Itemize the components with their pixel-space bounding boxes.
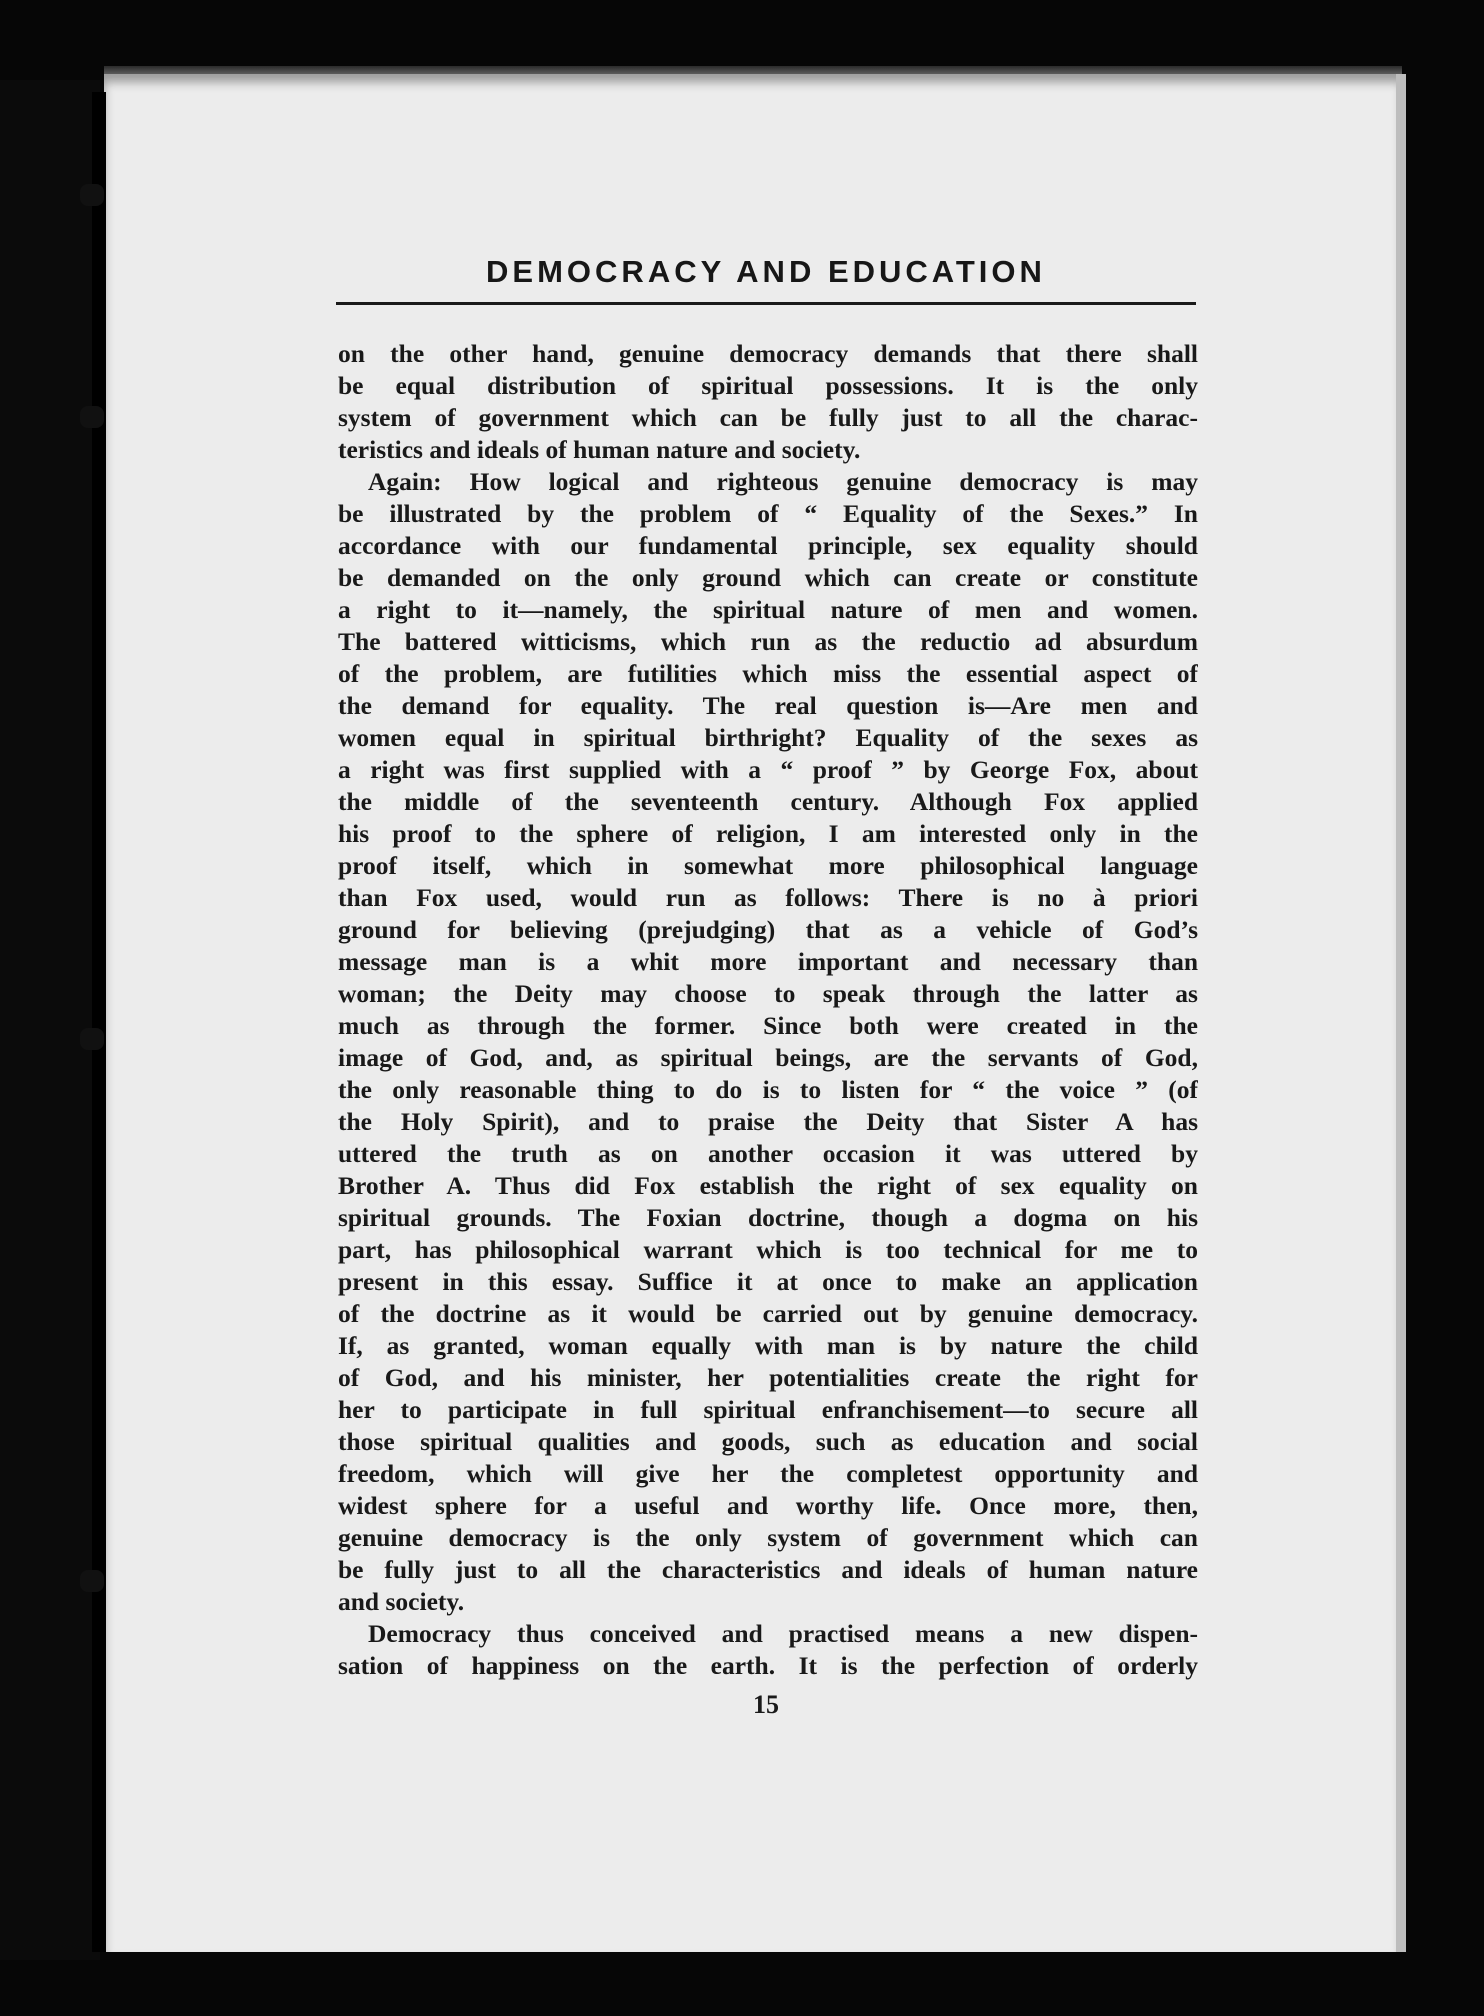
text-line: part, has philosophical warrant which is too technical for me to	[338, 1235, 1198, 1264]
facing-page-edge	[0, 80, 100, 1960]
text-line: Brother A. Thus did Fox establish the right of sex equality on	[338, 1171, 1198, 1200]
head-rule-divider	[336, 302, 1196, 305]
text-line: the demand for equality. The real question is—Are men and	[338, 691, 1198, 720]
text-line: be fully just to all the characteristics and ideals of human nature	[338, 1555, 1198, 1584]
text-line: teristics and ideals of human nature and society.	[338, 435, 861, 464]
text-line: uttered the truth as on another occasion it was uttered by	[338, 1139, 1198, 1168]
text-line: ground for believing (prejudging) that as a vehicle of God’s	[338, 915, 1198, 944]
text-line: widest sphere for a useful and worthy life. Once more, then,	[338, 1491, 1198, 1520]
page-right-edge	[1396, 74, 1406, 1952]
text-line: his proof to the sphere of religion, I am interested only in the	[338, 819, 1198, 848]
text-line: the only reasonable thing to do is to listen for “ the voice ” (of	[338, 1075, 1198, 1104]
text-line: on the other hand, genuine democracy demands that there shall	[338, 339, 1198, 368]
text-line: Again: How logical and righteous genuine democracy is may	[368, 467, 1198, 496]
text-line: of the doctrine as it would be carried out by genuine democracy.	[338, 1299, 1198, 1328]
text-line: The battered witticisms, which run as the reductio ad absurdum	[338, 627, 1198, 656]
text-line: be demanded on the only ground which can create or constitute	[338, 563, 1198, 592]
text-line: present in this essay. Suffice it at once to make an application	[338, 1267, 1198, 1296]
text-line: accordance with our fundamental principle, sex equality should	[338, 531, 1198, 560]
text-line: of the problem, are futilities which miss the essential aspect of	[338, 659, 1198, 688]
body-text	[338, 338, 1198, 1682]
text-line: of God, and his minister, her potentialities create the right for	[338, 1363, 1198, 1392]
text-line: much as through the former. Since both were created in the	[338, 1011, 1198, 1040]
running-head: DEMOCRACY AND EDUCATION	[486, 254, 1046, 289]
text-line: If, as granted, woman equally with man is by nature the child	[338, 1331, 1198, 1360]
text-line: proof itself, which in somewhat more philosophical language	[338, 851, 1198, 880]
text-line: the Holy Spirit), and to praise the Deity that Sister A has	[338, 1107, 1198, 1136]
binding-stitch	[80, 406, 104, 428]
text-line: message man is a whit more important and necessary than	[338, 947, 1198, 976]
text-line: freedom, which will give her the completest opportunity and	[338, 1459, 1198, 1488]
text-line: woman; the Deity may choose to speak through the latter as	[338, 979, 1198, 1008]
text-line: genuine democracy is the only system of government which can	[338, 1523, 1198, 1552]
binding-stitch	[80, 1570, 104, 1592]
binding-stitch	[80, 1028, 104, 1050]
text-line: sation of happiness on the earth. It is the perfection of orderly	[338, 1651, 1198, 1680]
text-line: a right to it—namely, the spiritual nature of men and women.	[338, 595, 1198, 624]
text-line: than Fox used, would run as follows: There is no à priori	[338, 883, 1198, 912]
text-line: image of God, and, as spiritual beings, are the servants of God,	[338, 1043, 1198, 1072]
binding-stitch	[80, 184, 104, 206]
binding-spine	[92, 92, 106, 1952]
page-number: 15	[753, 1690, 779, 1719]
text-line: the middle of the seventeenth century. Although Fox applied	[338, 787, 1198, 816]
text-line: Democracy thus conceived and practised means a new dispen-	[368, 1619, 1198, 1648]
text-line: women equal in spiritual birthright? Equality of the sexes as	[338, 723, 1198, 752]
text-line: system of government which can be fully just to all the charac-	[338, 403, 1198, 432]
text-line: be illustrated by the problem of “ Equality of the Sexes.” In	[338, 499, 1198, 528]
text-line: be equal distribution of spiritual possessions. It is the only	[338, 371, 1198, 400]
text-line: those spiritual qualities and goods, such as education and social	[338, 1427, 1198, 1456]
text-line: and society.	[338, 1587, 465, 1616]
text-line: spiritual grounds. The Foxian doctrine, though a dogma on his	[338, 1203, 1198, 1232]
text-line: a right was first supplied with a “ proof ” by George Fox, about	[338, 755, 1198, 784]
text-line: her to participate in full spiritual enfranchisement—to secure all	[338, 1395, 1198, 1424]
